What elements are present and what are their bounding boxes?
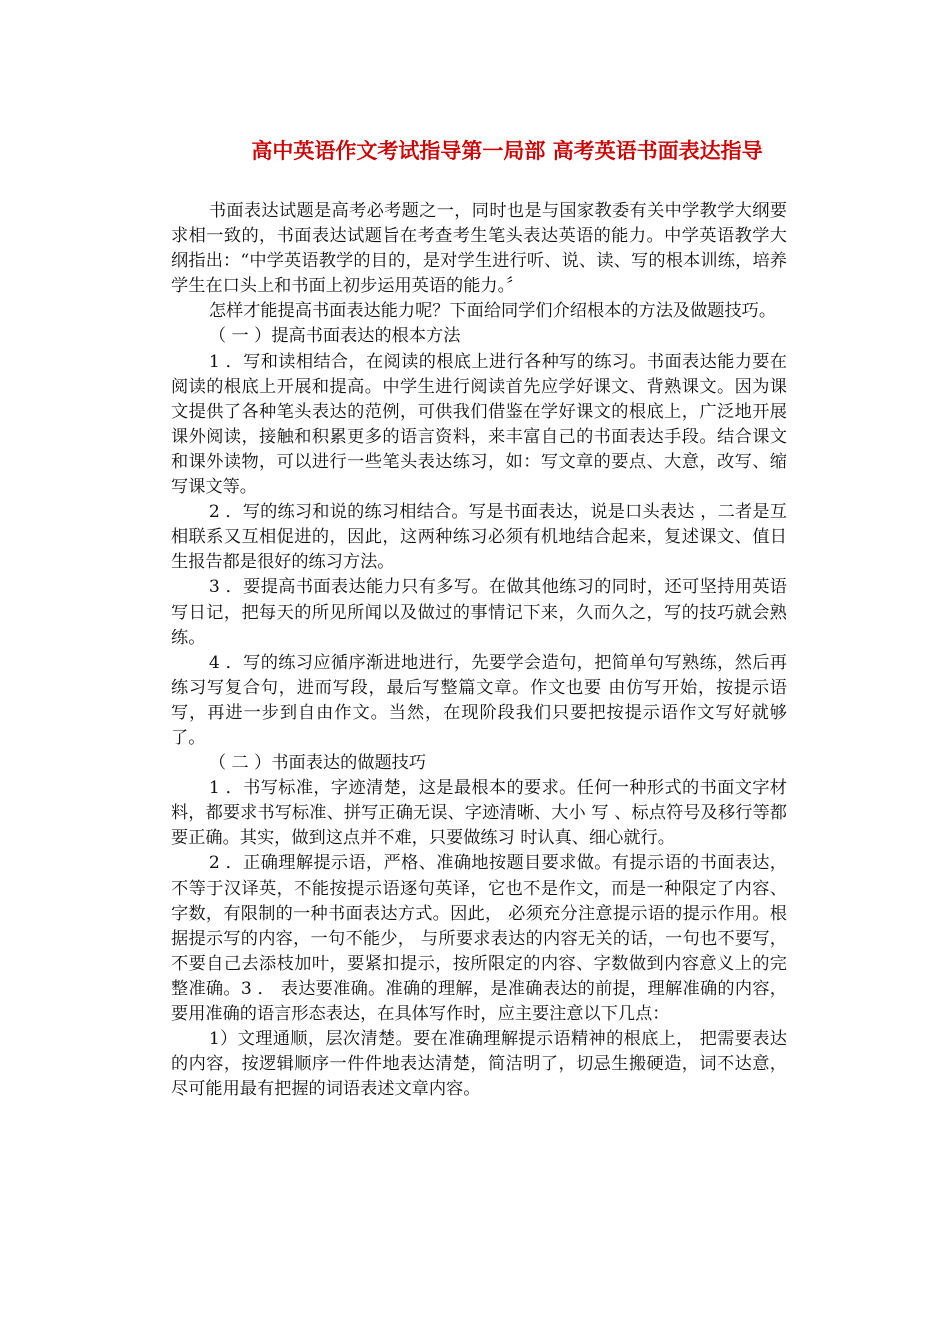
method-item-2: 2 ．写的练习和说的练习相结合。写是书面表达，说是口头表达 ，二者是互相联系又互相促进的，因此，这两种练习必须有机地结合起来，复述课文、值日生报告都是很好的练习方法。 <box>171 502 787 573</box>
technique-item-2: 2 ．正确理解提示语，严格、准确地按题目要求做。有提示语的书面表达，不等于汉译英，不能按提示语逐句英译，它也不是作文，而是一种限定了内容、字数，有限制的一种书面表达方式。因此， 必须充分注意提示语的提示作用。根据提示写的内容，一句不能少， 与所要求表达的内容无关的话，一句也不要写，不要自己去添枝加叶，要紧扣提示，按所限定的内容、字数做到内容意义上的完整准确。3 ． 表达要准确。准确的理解，是准确表达的前提，理解准确的内容，要用准确的语言形态表达，在具体写作时，应主要注意以下几点： <box>171 853 787 1024</box>
method-item-4: 4 ．写的练习应循序渐进地进行，先要学会造句，把简单句写熟练，然后再练习写复合句，进而写段，最后写整篇文章。作文也要 由仿写开始，按提示语写，再进一步到自由作文。当然，在现阶段我们只要把按提示语作文写好就够了。 <box>171 652 787 748</box>
technique-subitem-1: 1）文理通顺，层次清楚。要在准确理解提示语精神的根底上， 把需要表达的内容，按逻辑顺序一件件地表达清楚，简洁明了，切忌生搬硬造，词不达意，尽可能用最有把握的词语表述文章内容。 <box>171 1029 787 1100</box>
section-heading-techniques: （ 二 ）书面表达的做题技巧 <box>208 753 427 774</box>
section-heading-methods: （ 一 ）提高书面表达的根本方法 <box>208 326 461 347</box>
document-title: 高中英语作文考试指导第一局部 高考英语书面表达指导 <box>251 138 763 163</box>
document-body <box>171 199 787 1102</box>
method-item-3: 3 ．要提高书面表达能力只有多写。在做其他练习的同时，还可坚持用英语写日记，把每天的所见所闻以及做过的事情记下来，久而久之，写的技巧就会熟练。 <box>171 577 787 648</box>
technique-item-1: 1 ．书写标准，字迹清楚，这是最根本的要求。任何一种形式的书面文字材料，都要求书写标准、拼写正确无误、字迹清晰、大小 写 、标点符号及移行等都要正确。其实，做到这点并不难，只要做练习 时认真、细心就行。 <box>171 778 787 849</box>
question-paragraph: 怎样才能提高书面表达能力呢？下面给同学们介绍根本的方法及做题技巧。 <box>208 301 777 322</box>
method-item-1: 1 ．写和读相结合，在阅读的根底上进行各种写的练习。书面表达能力要在阅读的根底上开展和提高。中学生进行阅读首先应学好课文、背熟课文。因为课文提供了各种笔头表达的范例，可供我们借鉴在学好课文的根底上，广泛地开展课外阅读，接触和积累更多的语言资料，来丰富自己的书面表达手段。结合课文和课外读物，可以进行一些笔头表达练习，如：写文章的要点、大意，改写、缩写课文等。 <box>171 351 787 498</box>
intro-paragraph: 书面表达试题是高考必考题之一，同时也是与国家教委有关中学教学大纲要求相一致的，书面表达试题旨在考查考生笔头表达英语的能力。中学英语教学大纲指出：“中学英语教学的目的，是对学生进行听、说、读、写的根本训练，培养学生在口头上和书面上初步运用英语的能力。〞 <box>171 201 787 297</box>
